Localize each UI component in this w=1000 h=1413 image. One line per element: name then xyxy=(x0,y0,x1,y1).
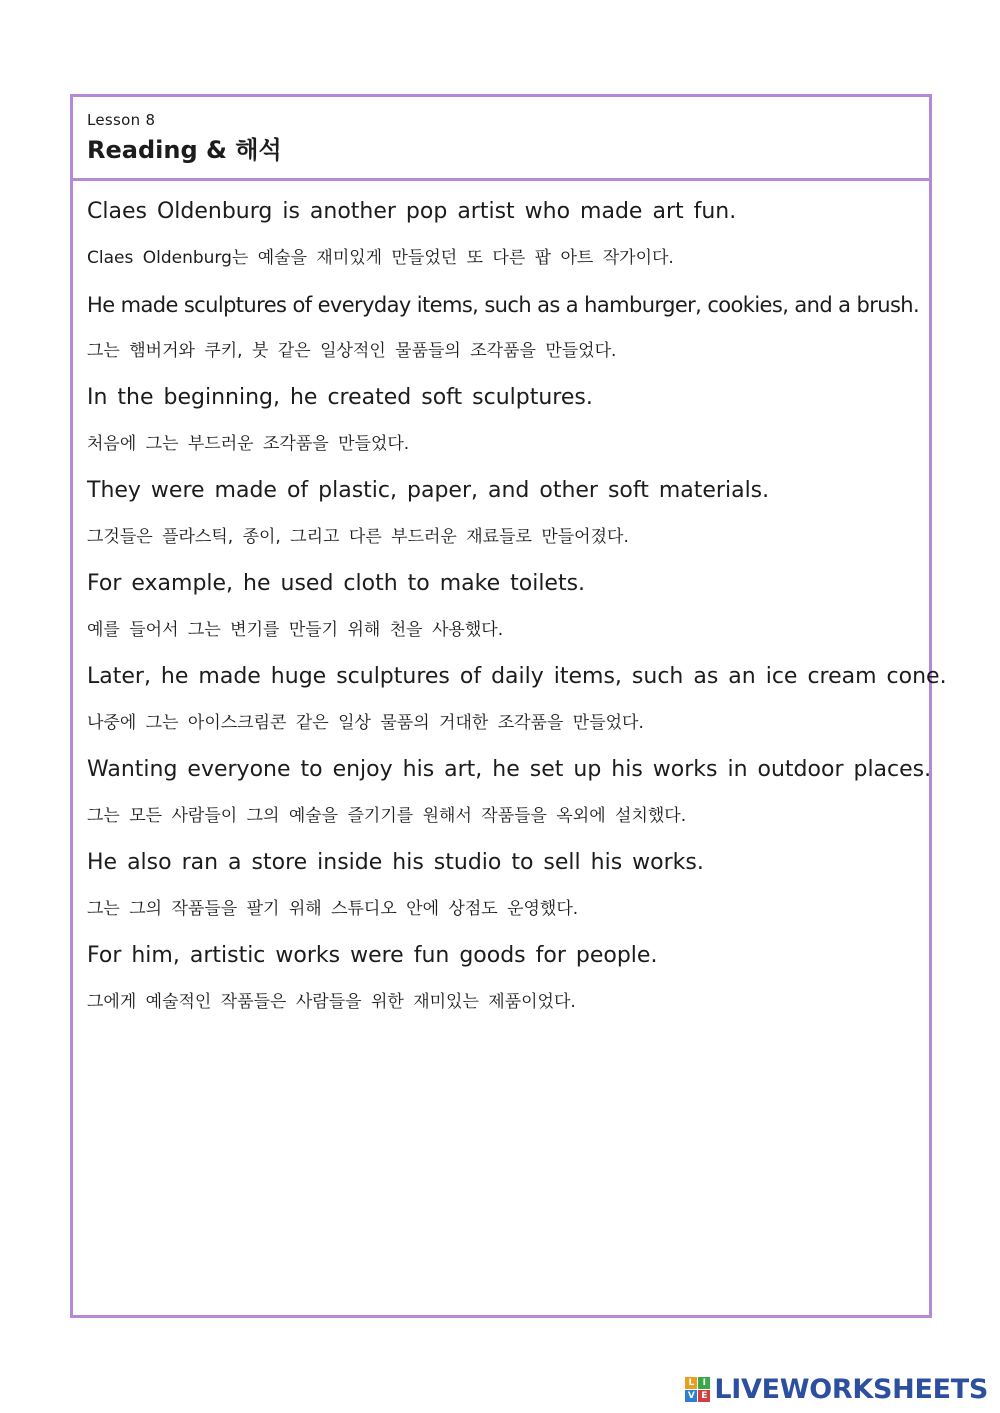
page-title: Reading & 해석 xyxy=(87,136,282,164)
liveworksheets-logo[interactable] xyxy=(685,1372,988,1406)
korean-translation: 그에게 예술적인 작품들은 사람들을 위한 재미있는 제품이었다. xyxy=(87,992,576,1012)
korean-translation: 예를 들어서 그는 변기를 만들기 위해 천을 사용했다. xyxy=(87,620,504,640)
english-sentence: Later, he made huge sculptures of daily items, such as an ice cream cone. xyxy=(87,664,947,689)
logo-letter-i: I xyxy=(698,1377,710,1389)
english-sentence: He made sculptures of everyday items, such as a hamburger, cookies, and a brush. xyxy=(87,293,920,317)
lesson-label: Lesson 8 xyxy=(87,111,156,129)
worksheet-header xyxy=(73,97,929,181)
english-sentence: Wanting everyone to enjoy his art, he set up his works in outdoor places. xyxy=(87,757,932,782)
korean-translation: 그것들은 플라스틱, 종이, 그리고 다른 부드러운 재료들로 만들어졌다. xyxy=(87,527,629,547)
english-sentence: They were made of plastic, paper, and other soft materials. xyxy=(87,478,770,503)
english-sentence: Claes Oldenburg is another pop artist who made art fun. xyxy=(87,199,737,224)
english-sentence: For example, he used cloth to make toilets. xyxy=(87,571,586,596)
english-sentence: He also ran a store inside his studio to sell his works. xyxy=(87,850,704,875)
reading-content xyxy=(73,181,947,1018)
korean-translation: 처음에 그는 부드러운 조각품을 만들었다. xyxy=(87,434,410,454)
logo-letter-l: L xyxy=(685,1377,697,1389)
logo-letter-e: E xyxy=(698,1390,710,1402)
liveworksheets-icon xyxy=(685,1377,710,1402)
korean-translation: 그는 모든 사람들이 그의 예술을 즐기기를 원해서 작품들을 옥외에 설치했다. xyxy=(87,806,687,826)
korean-translation: 그는 햄버거와 쿠키, 붓 같은 일상적인 물품들의 조각품을 만들었다. xyxy=(87,341,617,361)
worksheet-frame xyxy=(70,94,947,1318)
korean-translation: 나중에 그는 아이스크림콘 같은 일상 물품의 거대한 조각품을 만들었다. xyxy=(87,713,644,733)
korean-translation: Claes Oldenburg는 예술을 재미있게 만들었던 또 다른 팝 아트 작가이다. xyxy=(87,248,674,268)
logo-letter-v: V xyxy=(685,1390,697,1402)
brand-name: LIVEWORKSHEETS xyxy=(714,1373,988,1405)
english-sentence: In the beginning, he created soft sculptures. xyxy=(87,385,593,410)
english-sentence: For him, artistic works were fun goods for people. xyxy=(87,943,658,968)
korean-translation: 그는 그의 작품들을 팔기 위해 스튜디오 안에 상점도 운영했다. xyxy=(87,899,579,919)
